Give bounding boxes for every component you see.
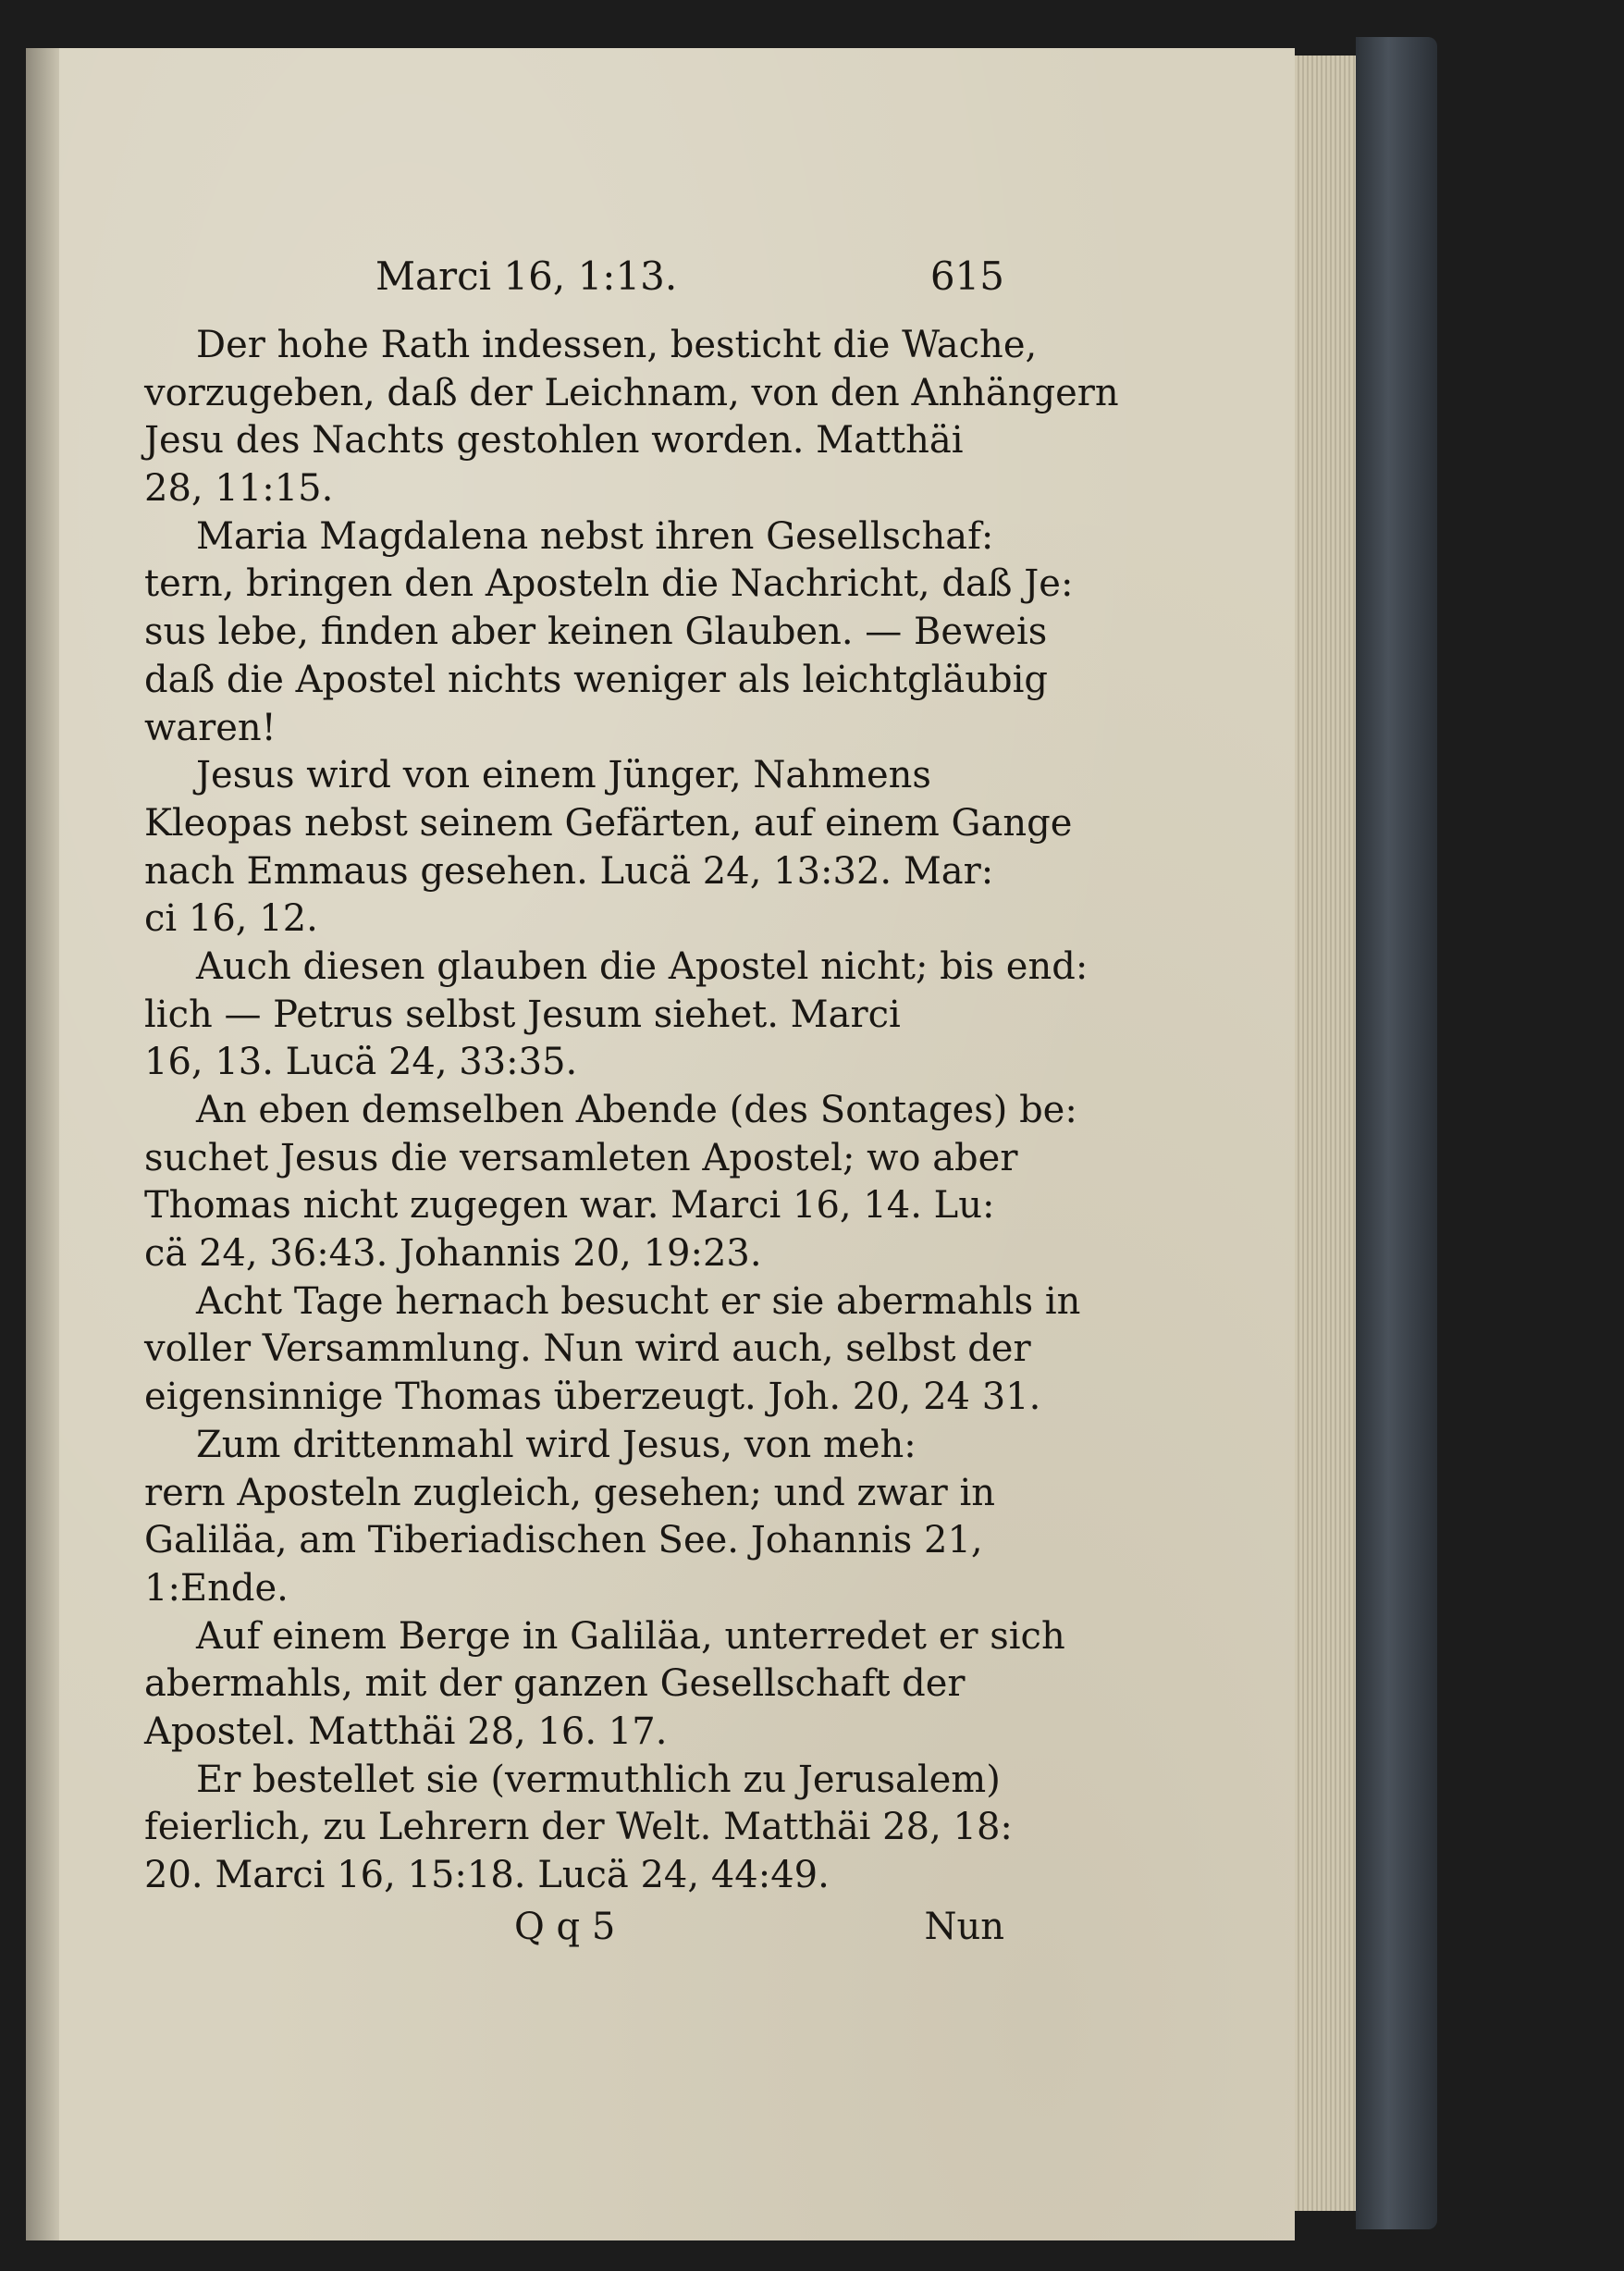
text-line: cä 24, 36:43. Johannis 20, 19:23. bbox=[144, 1232, 762, 1276]
text-line: Acht Tage hernach besucht er sie abermahls in bbox=[196, 1279, 1081, 1323]
signature-mark: Q q 5 bbox=[514, 1905, 616, 1948]
page-header bbox=[144, 242, 1004, 309]
text-line: Apostel. Matthäi 28, 16. 17. bbox=[144, 1709, 668, 1753]
text-line: rern Aposteln zugleich, gesehen; und zwar in bbox=[144, 1471, 996, 1514]
text-line: Maria Magdalena nebst ihren Gesellschaf: bbox=[196, 514, 994, 558]
book-page bbox=[26, 48, 1295, 2240]
text-line: suchet Jesus die versamleten Apostel; wo aber bbox=[144, 1136, 1018, 1179]
text-line: daß die Apostel nichts weniger als leichtgläubig bbox=[144, 658, 1049, 701]
text-line: eigensinnige Thomas überzeugt. Joh. 20, 24 31. bbox=[144, 1376, 1041, 1419]
text-line: Jesus wird von einem Jünger, Nahmens bbox=[196, 754, 931, 797]
text-line: ci 16, 12. bbox=[144, 897, 318, 941]
text-line: feierlich, zu Lehrern der Welt. Matthäi 28, 18: bbox=[144, 1806, 1013, 1849]
catchword: Nun bbox=[924, 1905, 1004, 1948]
text-line: sus lebe, finden aber keinen Glauben. — Beweis bbox=[144, 611, 1048, 654]
text-line: lich — Petrus selbst Jesum siehet. Marci bbox=[144, 993, 901, 1036]
text-line: Zum drittenmahl wird Jesus, von meh: bbox=[196, 1423, 917, 1466]
text-line: Der hohe Rath indessen, besticht die Wache, bbox=[196, 324, 1038, 366]
page-footer bbox=[144, 1902, 1004, 1957]
text-line: voller Versammlung. Nun wird auch, selbst der bbox=[144, 1327, 1031, 1371]
text-line: vorzugeben, daß der Leichnam, von den Anhängern bbox=[144, 371, 1119, 414]
text-line: nach Emmaus gesehen. Lucä 24, 13:32. Mar: bbox=[144, 849, 994, 893]
text-line: 1:Ende. bbox=[144, 1566, 289, 1610]
text-line: 20. Marci 16, 15:18. Lucä 24, 44:49. bbox=[144, 1854, 830, 1896]
text-line: Kleopas nebst seinem Gefärten, auf einem Gange bbox=[144, 801, 1073, 845]
text-line: 16, 13. Lucä 24, 33:35. bbox=[144, 1041, 578, 1084]
text-line: An eben demselben Abende (des Sontages) be: bbox=[196, 1089, 1077, 1131]
text-line: Auf einem Berge in Galiläa, unterredet er sich bbox=[196, 1614, 1065, 1658]
text-line: Galiläa, am Tiberiadischen See. Johannis 21, bbox=[144, 1519, 983, 1562]
page-number: 615 bbox=[929, 253, 1004, 299]
text-line: tern, bringen den Aposteln die Nachricht, daß Je: bbox=[144, 562, 1074, 606]
text-line: Jesu des Nachts gestohlen worden. Matthäi bbox=[144, 419, 964, 463]
page-gutter bbox=[26, 48, 59, 2240]
text-line: Thomas nicht zugegen war. Marci 16, 14. Lu: bbox=[144, 1184, 995, 1228]
text-line: Er bestellet sie (vermuthlich zu Jerusalem) bbox=[196, 1758, 1001, 1801]
book-cover bbox=[1356, 37, 1437, 2229]
text-line: Auch diesen glauben die Apostel nicht; bis end: bbox=[196, 944, 1089, 988]
text-line: 28, 11:15. bbox=[144, 467, 334, 511]
text-line: waren! bbox=[144, 706, 277, 749]
text-block bbox=[144, 242, 1119, 1957]
text-line: abermahls, mit der ganzen Gesellschaft der bbox=[144, 1662, 966, 1706]
running-head: Marci 16, 1:13. bbox=[375, 253, 678, 299]
